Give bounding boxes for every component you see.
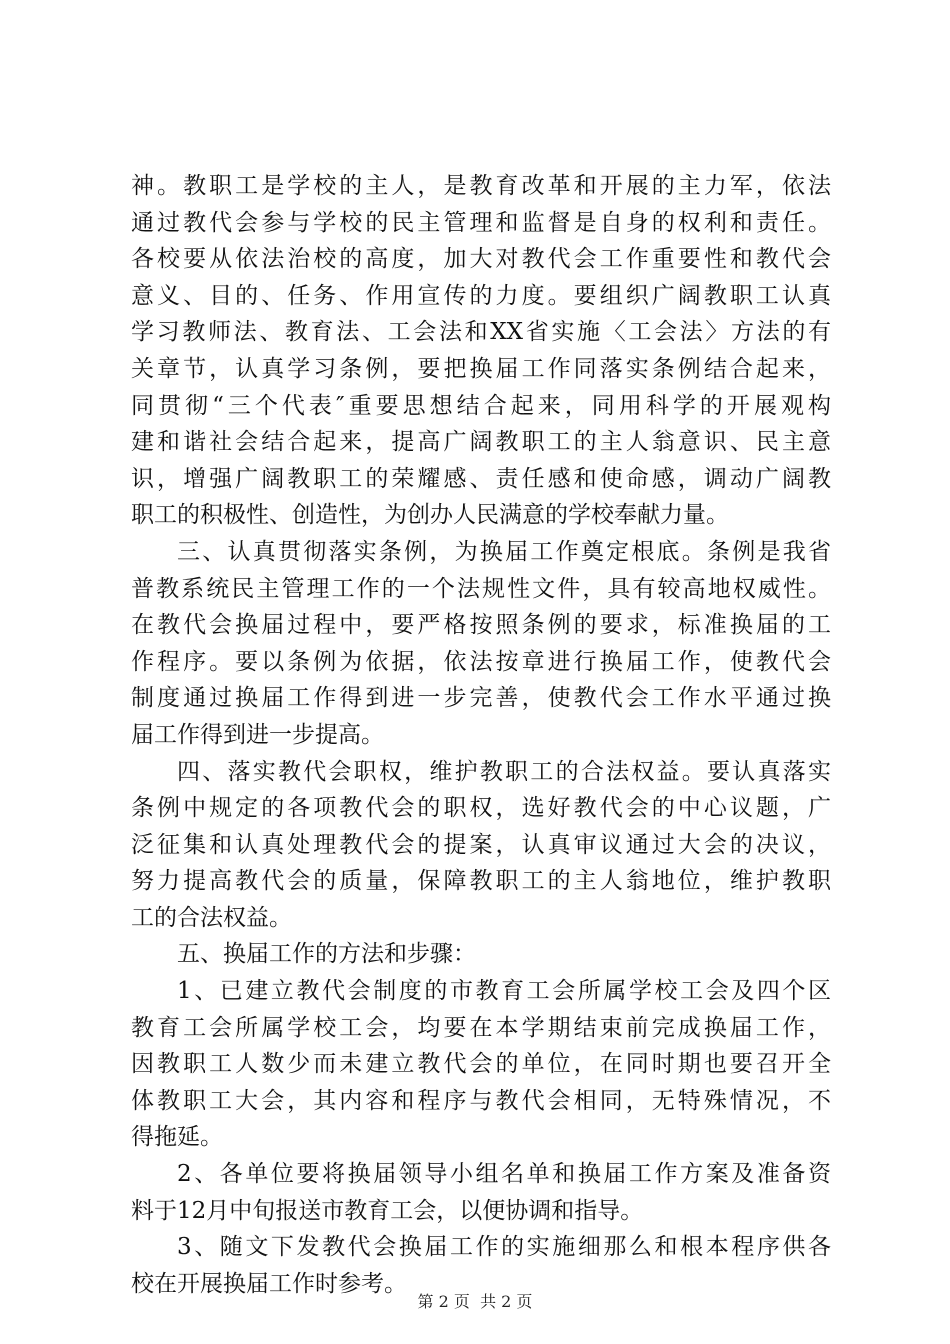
- text-line: 同贯彻“三个代表″重要思想结合起来，同用科学的开展观构: [131, 392, 831, 419]
- text-line: 识，增强广阔教职工的荣耀感、责任感和使命感，调动广阔教: [131, 465, 831, 492]
- text-line: 普教系统民主管理工作的一个法规性文件，具有较高地权威性。: [131, 575, 831, 602]
- text-line: 条例中规定的各项教代会的职权，选好教代会的中心议题，广: [131, 795, 831, 822]
- body-text: [131, 168, 831, 1302]
- text-line: 体教职工大会，其内容和程序与教代会相同，无特殊情况，不: [131, 1087, 831, 1114]
- text-line: 制度通过换届工作得到进一步完善，使教代会工作水平通过换: [131, 685, 831, 712]
- text-line: 泛征集和认真处理教代会的提案，认真审议通过大会的决议，: [131, 831, 831, 858]
- text-line: 1、已建立教代会制度的市教育工会所属学校工会及四个区: [177, 978, 831, 1005]
- text-line: 努力提高教代会的质量，保障教职工的主人翁地位，维护教职: [131, 868, 831, 895]
- text-line: 建和谐社会结合起来，提高广阔教职工的主人翁意识、民主意: [131, 429, 831, 456]
- text-line: 意义、目的、任务、作用宣传的力度。要组织广阔教职工认真: [131, 282, 831, 309]
- text-line: 3、随文下发教代会换届工作的实施细那么和根本程序供各: [177, 1234, 831, 1261]
- text-line: 作程序。要以条例为依据，依法按章进行换届工作，使教代会: [131, 648, 831, 675]
- page-footer: 第 2 页 共 2 页: [417, 1292, 533, 1311]
- text-line: 2、各单位要将换届领导小组名单和换届工作方案及准备资: [177, 1161, 831, 1188]
- text-line: 学习教师法、教育法、工会法和XX省实施〈工会法〉方法的有: [131, 319, 831, 346]
- text-line: 关章节，认真学习条例，要把换届工作同落实条例结合起来，: [131, 355, 831, 382]
- text-line: 三、认真贯彻落实条例，为换届工作奠定根底。条例是我省: [177, 538, 831, 565]
- text-line: 五、换届工作的方法和步骤：: [177, 941, 476, 968]
- text-line: 因教职工人数少而未建立教代会的单位，在同时期也要召开全: [131, 1051, 831, 1078]
- text-line: 工的合法权益。: [131, 904, 292, 931]
- text-line: 届工作得到进一步提高。: [131, 721, 384, 748]
- text-line: 得拖延。: [131, 1124, 223, 1151]
- text-line: 各校要从依法治校的高度，加大对教代会工作重要性和教代会: [131, 246, 831, 273]
- text-line: 通过教代会参与学校的民主管理和监督是自身的权利和责任。: [131, 209, 831, 236]
- text-line: 料于12月中旬报送市教育工会，以便协调和指导。: [131, 1197, 644, 1224]
- text-line: 神。教职工是学校的主人，是教育改革和开展的主力军，依法: [131, 173, 831, 199]
- text-line: 四、落实教代会职权，维护教职工的合法权益。要认真落实: [177, 758, 831, 785]
- text-line: 校在开展换届工作时参考。: [131, 1270, 407, 1297]
- text-line: 在教代会换届过程中，要严格按照条例的要求，标准换届的工: [131, 612, 831, 639]
- text-line: 教育工会所属学校工会，均要在本学期结束前完成换届工作，: [131, 1014, 831, 1041]
- text-line: 职工的积极性、创造性，为创办人民满意的学校奉献力量。: [131, 502, 729, 529]
